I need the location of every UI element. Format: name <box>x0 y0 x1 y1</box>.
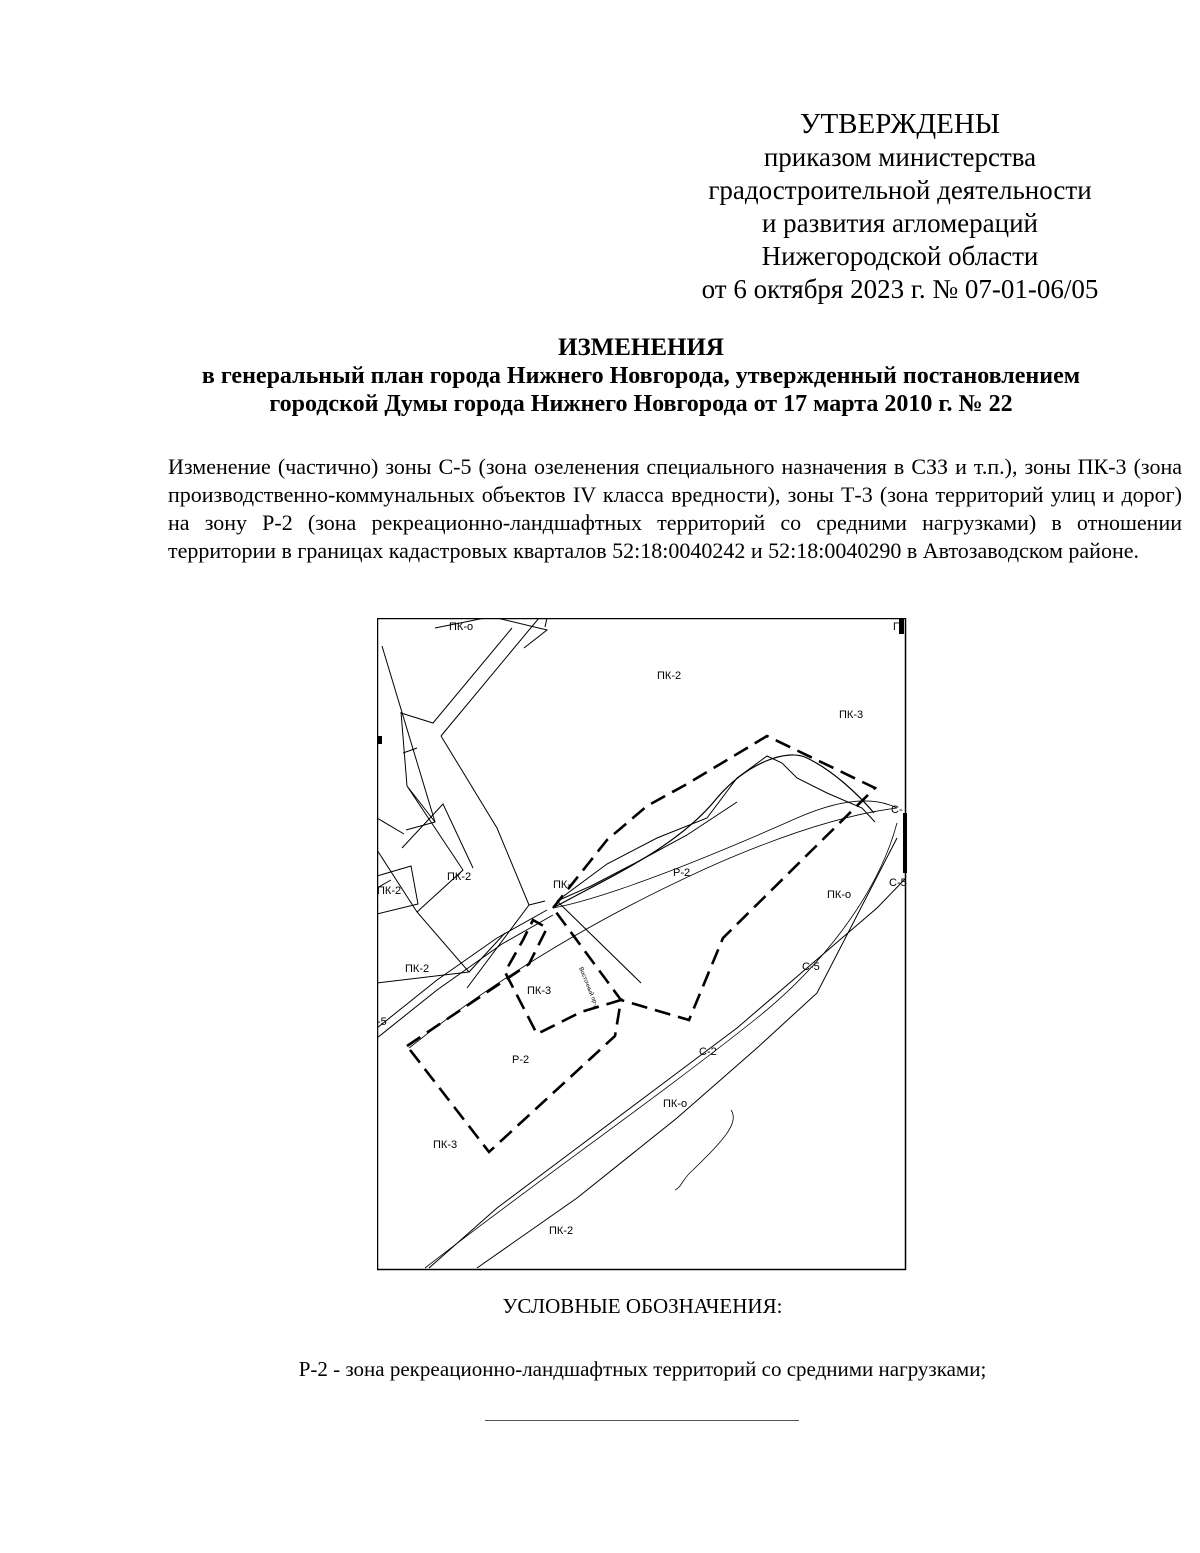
footer-divider <box>485 1420 799 1421</box>
title-sub-line-1: в генеральный план города Нижнего Новгорода, утвержденный постановлением <box>201 363 1081 389</box>
legend-item-p2: Р-2 - зона рекреационно-ландшафтных территорий со средними нагрузками; <box>298 1357 987 1381</box>
document-title <box>100 334 1182 418</box>
zone-label: Р-2 <box>512 1054 530 1066</box>
zone-label: С-5 <box>802 961 820 973</box>
map-frame <box>378 619 906 1270</box>
zone-label: ПК-о <box>663 1098 688 1110</box>
map-edge-mark <box>377 736 382 744</box>
change-description: Изменение (частично) зоны С-5 (зона озеленения специального назначения в СЗЗ и т.п.), зоны ПК-3 (зона производственно-коммунальных объектов IV класса вредности), зоны Т-3 (зона территорий улиц и дорог) на зону Р-2 (зона рекреационно-ландшафтных территорий со средними нагрузками) в отношении территории в границах кадастровых кварталов 52:18:0040242 и 52:18:0040290 в Автозаводском районе. <box>168 454 1182 563</box>
zone-label: ПК-2 <box>377 885 402 897</box>
zone-label: ПК-о <box>449 621 474 633</box>
approval-line: приказом министерства <box>763 142 1037 172</box>
zone-label: ПК-3 <box>527 985 552 997</box>
zone-label: П <box>893 621 901 633</box>
zone-label: ПК-2 <box>657 670 682 682</box>
street-label: Восточный пр-д <box>577 966 600 1010</box>
approval-heading: УТВЕРЖДЕНЫ <box>799 108 1001 140</box>
approval-block <box>640 108 1160 306</box>
zone-label: ПК-2 <box>447 871 472 883</box>
zoning-map-svg <box>377 618 907 1271</box>
title-main: ИЗМЕНЕНИЯ <box>558 334 724 361</box>
zone-label: ПК-3 <box>839 709 864 721</box>
approval-date-line: от 6 октября 2023 г. № 07-01-06/05 <box>701 274 1099 304</box>
zone-label: ПК-3 <box>433 1139 458 1151</box>
map-edge-mark <box>903 813 907 873</box>
legend-title: УСЛОВНЫЕ ОБОЗНАЧЕНИЯ: <box>502 1294 783 1318</box>
zone-label: С-5 <box>889 877 907 889</box>
zone-label: ПК-2 <box>549 1225 574 1237</box>
zone-label: ПК- <box>553 879 571 891</box>
zoning-map <box>377 618 907 1271</box>
zone-label: С- <box>891 804 903 816</box>
title-sub-line-2: городской Думы города Нижнего Новгорода от 17 марта 2010 г. № 22 <box>269 391 1013 417</box>
approval-line: и развития агломераций <box>761 208 1038 238</box>
zone-label: С-2 <box>699 1046 717 1058</box>
zone-label: ПК-2 <box>405 963 430 975</box>
zone-label: ПК-о <box>827 889 852 901</box>
zone-label: Р-2 <box>673 867 691 879</box>
approval-line: Нижегородской области <box>761 241 1039 271</box>
zone-label: -5 <box>377 1016 387 1028</box>
approval-line: градостроительной деятельности <box>708 175 1092 205</box>
